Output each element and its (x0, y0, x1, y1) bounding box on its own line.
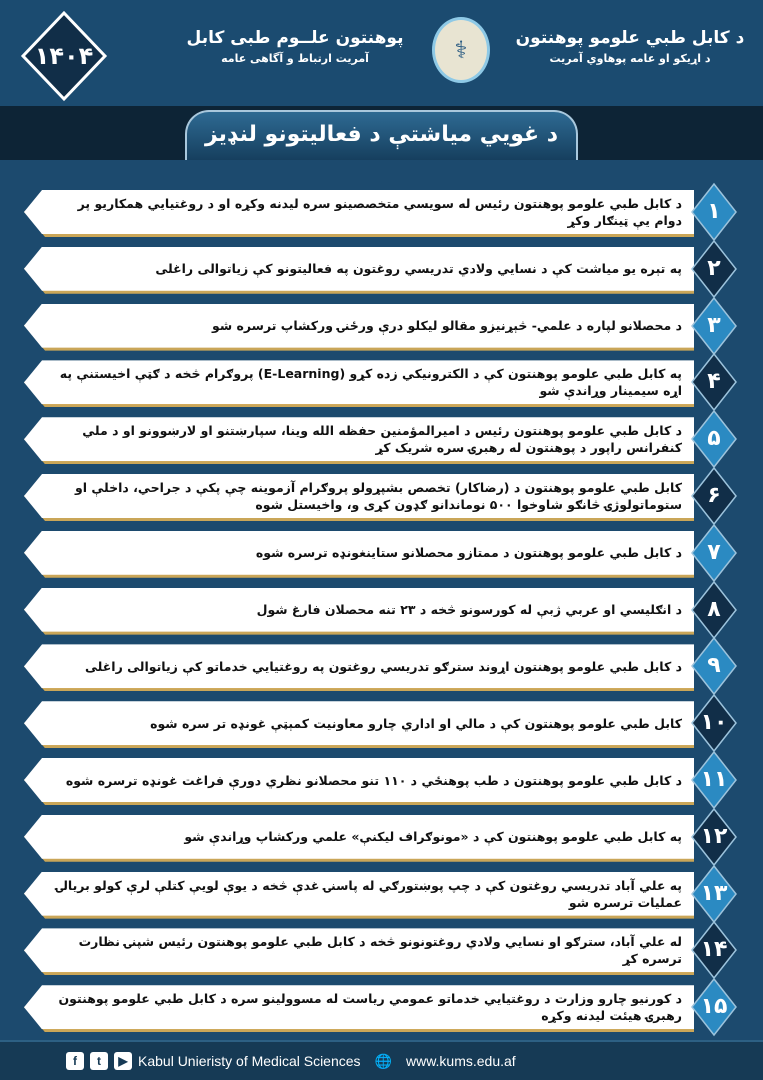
item-text: د کورنیو چارو وزارت د روغتیایي خدماتو عمومي ریاست له مسوولینو سره د کابل طبي علومو پوهنتون رهبرۍ هیئت لیدنه وکړه (58, 991, 682, 1024)
university-name: Kabul Unieristy of Medical Sciences (138, 1053, 361, 1069)
item-number: ۱۱ (700, 767, 728, 792)
item-text: د کابل طبي علومو پوهنتون رئیس د امیرالمؤمنین حفظه الله وینا، سپارښتنو او لارښوونو او د ملي کنفرانس راپور د پوهنتون له رهبرۍ سره شریک کړ (82, 423, 682, 456)
youtube-icon[interactable]: ▶ (114, 1052, 132, 1070)
item-text: په کابل طبي علومو پوهنتون کې د الکترونیکي زده کړو (E-Learning) پروګرام څخه د ګټې اخیستنې په اړه سیمینار وړاندې شو (59, 366, 682, 399)
number-badge (690, 636, 738, 696)
list-item (24, 644, 738, 688)
number-badge (690, 182, 738, 242)
list-item (24, 474, 738, 518)
item-number: ۷ (707, 539, 721, 565)
item-text: د کابل طبي علومو پوهنتون د طب پوهنځي د ۱۱۰ تنو محصلانو نظري دورې فراغت غونډه ترسره شوه (65, 772, 682, 788)
number-badge (690, 920, 738, 980)
item-text: په تېره یو میاشت کې د نسایي ولادي تدریسي روغتون په فعالیتونو کې زیاتوالی راغلی (155, 261, 682, 277)
item-text: د کابل طبي علومو پوهنتون رئیس له سویسي متخصصینو سره لیدنه وکړه او د روغتیایي همکاریو پر دوام یې ټینګار وکړ (77, 196, 682, 228)
year-badge (20, 10, 108, 102)
list-item (24, 531, 738, 575)
header-dari (170, 28, 420, 65)
item-number: ۸ (707, 596, 721, 622)
list-item (24, 758, 738, 802)
number-badge (690, 523, 738, 583)
item-text: د کابل طبي علومو پوهنتون اړوند سترګو تدریسي روغتون په روغتیایي خدماتو کې زیاتوالی راغلی (85, 658, 682, 674)
number-badge (690, 239, 738, 299)
header-pashto (505, 28, 755, 65)
header-pashto-title: د کابل طبي علومو پوهنتون (515, 28, 745, 48)
item-number: ۵ (707, 426, 721, 452)
item-text: په کابل طبي علومو پوهنتون کې د «مونوګراف لیکنې» علمي ورکشاپ وړاندې شو (184, 829, 682, 845)
item-text: کابل طبي علومو پوهنتون د (رضاکار) تخصص بشپړولو پروګرام آزموینه چې پکې د جراحي، داخلې او ستوماتولوژۍ څانګو شاوخوا ۵۰۰ نوماندانو ګډون کړی و، واخیستل شوه (74, 480, 682, 512)
item-number: ۱۵ (700, 994, 728, 1020)
number-badge (690, 750, 738, 810)
year-text: ۱۴۰۴ (34, 42, 94, 70)
item-number: ۲ (707, 255, 721, 281)
item-number: ۱۳ (700, 880, 728, 906)
item-number: ۱ (707, 199, 721, 224)
item-number: ۴ (707, 369, 721, 395)
item-text: د انګلیسي او عربي ژبې له کورسونو څخه د ۲۳ تنه محصلان فارغ شول (256, 602, 682, 618)
footer (0, 1040, 763, 1080)
item-number: ۱۰ (700, 710, 728, 736)
number-badge (690, 352, 738, 412)
header-pashto-subtitle: د اړیکو او عامه پوهاوي آمریت (549, 52, 711, 65)
university-logo (432, 17, 490, 83)
number-badge (690, 807, 738, 867)
list-item (24, 872, 738, 916)
item-text: د کابل طبي علومو پوهنتون د ممتازو محصلانو ستاینغونډه ترسره شوه (255, 545, 682, 561)
list-item (24, 360, 738, 404)
list-item (24, 417, 738, 461)
item-number: ۱۲ (700, 823, 728, 849)
item-text: کابل طبي علومو پوهنتون کې د مالي او اداري چارو معاونیت کمېټې غونډه تر سره شوه (150, 715, 682, 731)
item-text: د محصلانو لپاره د علمي- څېړنیزو مقالو لیکلو درې ورځنۍ ورکشاپ ترسره شو (212, 318, 682, 334)
number-badge (690, 580, 738, 640)
twitter-icon[interactable]: t (90, 1052, 108, 1070)
list-item (24, 815, 738, 859)
website-link[interactable]: www.kums.edu.af (405, 1053, 516, 1069)
list-item (24, 985, 738, 1029)
item-number: ۶ (707, 483, 721, 508)
number-badge (690, 864, 738, 924)
list-item (24, 304, 738, 348)
list-item (24, 190, 738, 234)
list-item (24, 588, 738, 632)
globe-icon: 🌐 (374, 1052, 392, 1069)
emblem-icon: ⚕ (454, 36, 468, 64)
facebook-icon[interactable]: f (66, 1052, 84, 1070)
item-number: ۱۴ (700, 937, 728, 963)
header-dari-subtitle: آمریت ارتباط و آگاهی عامه (221, 52, 369, 65)
number-badge (690, 296, 738, 356)
list-item (24, 928, 738, 972)
number-badge (690, 409, 738, 469)
list-item (24, 247, 738, 291)
item-number: ۳ (707, 312, 721, 338)
number-badge (690, 693, 738, 753)
number-badge (690, 977, 738, 1037)
item-text: له علي آباد، سترګو او نسایي ولادي روغتونونو څخه د کابل طبي علومو پوهنتون رئیس شپنۍ نظارت ترسره کړ (78, 934, 682, 967)
number-badge (690, 466, 738, 526)
header-dari-title: پوهنتون علــوم طبی کابل (186, 28, 404, 48)
item-text: په علي آباد تدریسي روغتون کې د چپ پوښتورګي له پاسنۍ غدې څخه د یوې لویې کتلې لرې کولو بریالۍ عملیات ترسره شو (55, 877, 682, 910)
list-item (24, 701, 738, 745)
header (0, 0, 763, 106)
page-title: د غويي میاشتې د فعالیتونو لنډیز (185, 110, 578, 160)
item-number: ۹ (707, 653, 721, 679)
